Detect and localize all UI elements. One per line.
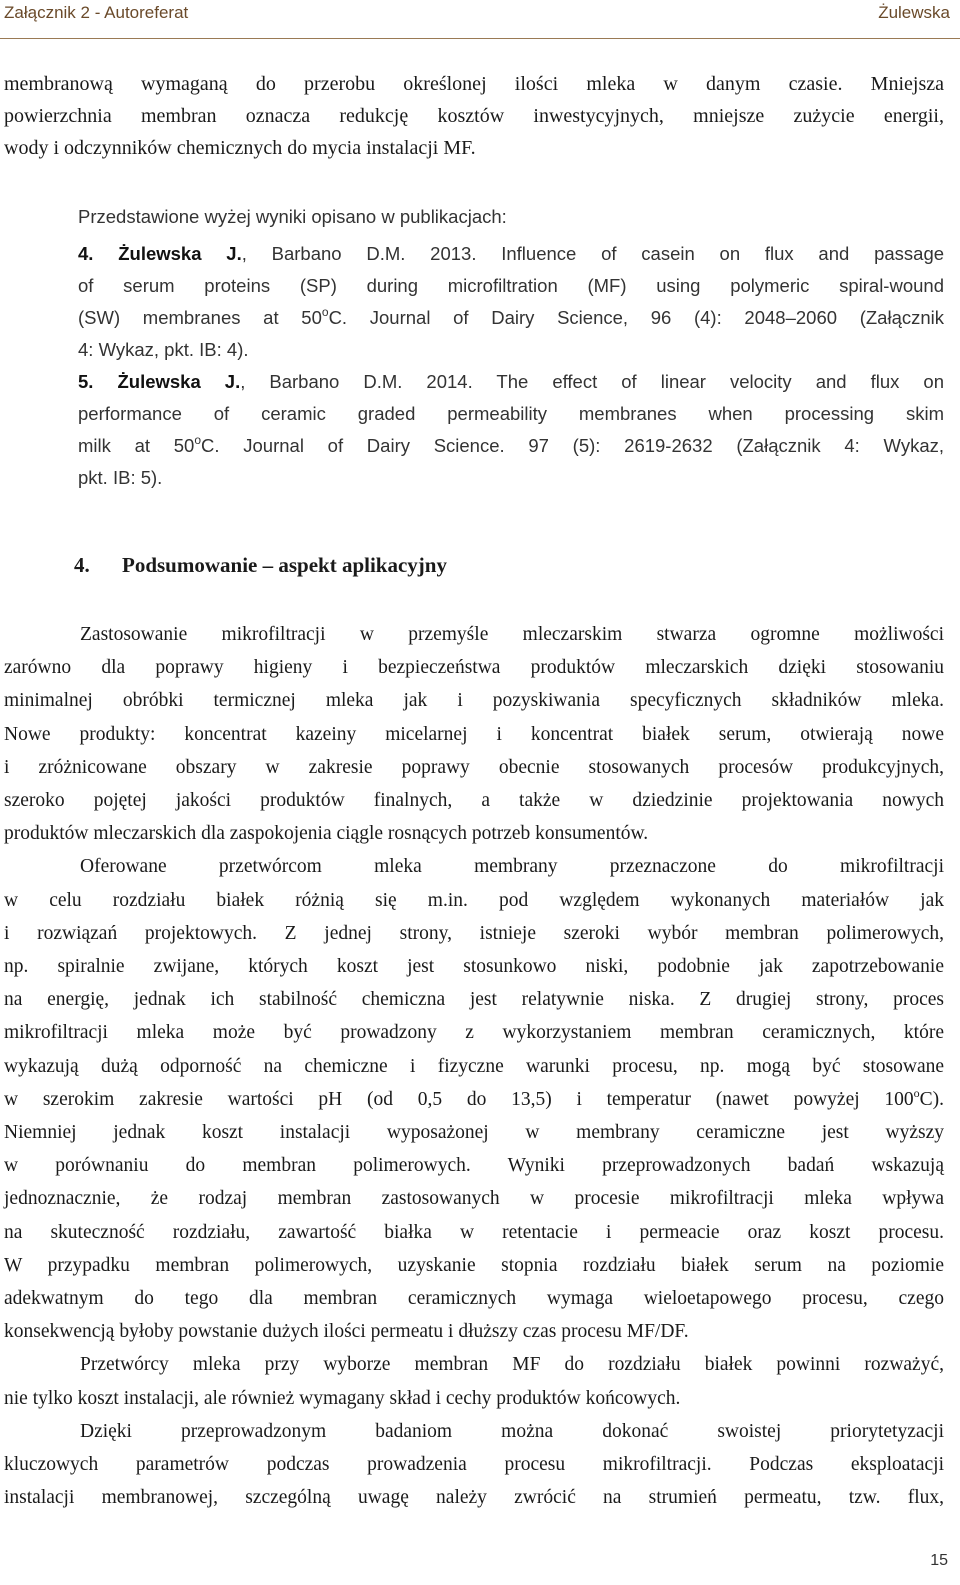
body-line	[4, 850, 944, 883]
body-line	[4, 1249, 944, 1282]
body-line	[4, 1315, 944, 1348]
degree-superscript: o	[321, 305, 329, 319]
body-line	[4, 884, 944, 917]
publication-text: C. Journal of Dairy Science, 96 (4): 2048–2060 (Załącznik	[328, 307, 945, 328]
body-line	[4, 1216, 944, 1249]
intro-line: wody i odczynników chemicznych do mycia instalacji MF.	[4, 137, 476, 159]
body-line-text: Przetwórcy mleka przy wyborze membran MF do rozdziału białek powinni rozważyć,	[80, 1354, 944, 1376]
body-line-text: np. spiralnie zwijane, których koszt jest stosunkowo niski, podobnie jak zapotrzebowanie	[4, 956, 944, 978]
publication-author: Żulewska J.	[118, 243, 242, 264]
body-line	[4, 1348, 944, 1381]
body-line	[4, 1016, 944, 1049]
publication-line: of serum proteins (SP) during microfiltration (MF) using polymeric spiral-wound	[78, 275, 944, 296]
body-line	[4, 1116, 944, 1149]
publication-line	[78, 366, 944, 398]
body-line-text: w celu rozdziału białek różnią się m.in. pod względem wykonanych materiałów jak	[4, 889, 944, 911]
body-line-text: instalacji membranowej, szczególną uwagę należy zwrócić na strumień permeatu, tzw. flux,	[4, 1487, 944, 1509]
body-line	[4, 1282, 944, 1315]
degree-superscript: o	[194, 433, 202, 447]
page-header	[0, 0, 960, 44]
body-line-text: kluczowych parametrów podczas prowadzenia procesu mikrofiltracji. Podczas eksploatacji	[4, 1454, 944, 1476]
publication-5	[78, 366, 944, 494]
publication-text: (SW) membranes at 50	[78, 307, 322, 328]
body-line-text: produktów mleczarskich dla zaspokojenia ciągle rosnących potrzeb konsumentów.	[4, 823, 649, 845]
publication-number: 5.	[78, 371, 94, 392]
publication-4	[78, 238, 944, 366]
body-line	[4, 784, 944, 817]
section-heading	[74, 553, 447, 578]
body-line-text: Dzięki przeprowadzonym badaniom można dokonać swoistej priorytetyzacji	[80, 1420, 944, 1442]
body-line-text: i zróżnicowane obszary w zakresie poprawy obecnie stosowanych procesów produkcyjnych,	[4, 756, 944, 778]
body-line-text: jednoznacznie, że rodzaj membran zastosowanych w procesie mikrofiltracji mleka wpływa	[4, 1188, 944, 1210]
body-line	[4, 1481, 944, 1514]
header-left-title: Załącznik 2 - Autoreferat	[4, 3, 189, 22]
publication-line	[78, 302, 944, 334]
body-line	[4, 1050, 944, 1083]
header-rule	[0, 38, 960, 39]
body-line	[4, 1448, 944, 1481]
body-line-text: W przypadku membran polimerowych, uzyskanie stopnia rozdziału białek serum na poziomie	[4, 1254, 944, 1276]
body-line	[4, 618, 944, 651]
body-line-text: w porównaniu do membran polimerowych. Wyniki przeprowadzonych badań wskazują	[4, 1155, 944, 1177]
body-line-text: na skuteczność rozdziału, zawartość białka w retentacie i permeacie oraz koszt procesu.	[4, 1221, 944, 1243]
body-line-text: Niemniej jednak koszt instalacji wyposażonej w membrany ceramiczne jest wyższy	[4, 1122, 944, 1144]
body-line-text: C).	[919, 1088, 944, 1110]
body-line-text: w szerokim zakresie wartości pH (od 0,5 do 13,5) i temperatur (nawet powyżej 100	[4, 1088, 914, 1110]
summary-body	[4, 618, 944, 1514]
body-line	[4, 1415, 944, 1448]
body-line-text: mikrofiltracji mleka może być prowadzony z wykorzystaniem membran ceramicznych, które	[4, 1022, 944, 1044]
section-number: 4.	[74, 553, 90, 577]
body-line-text: Nowe produkty: koncentrat kazeiny micelarnej i koncentrat białek serum, otwierają nowe	[4, 723, 944, 745]
body-line-text: i rozwiązań projektowych. Z jednej strony, istnieje szeroki wybór membran polimerowych,	[4, 922, 944, 944]
publication-text: , Barbano D.M. 2013. Influence of casein on flux and passage	[241, 243, 945, 264]
body-line-text: minimalnej obróbki termicznej mleka jak i pozyskiwania specyficznych składników mleka.	[4, 690, 944, 712]
body-line	[4, 651, 944, 684]
body-line	[4, 751, 944, 784]
body-line	[4, 950, 944, 983]
page-number: 15	[930, 1552, 948, 1569]
publication-line	[78, 430, 944, 462]
body-line-text: wykazują dużą odporność na chemiczne i fizyczne warunki procesu, np. mogą być stosowane	[4, 1055, 944, 1077]
publication-number: 4.	[78, 243, 94, 264]
body-line-text: na energię, jednak ich stabilność chemiczna jest relatywnie niska. Z drugiej strony, proces	[4, 989, 944, 1011]
body-line-text: konsekwencją byłoby powstanie dużych ilości permeatu i dłuższy czas procesu MF/DF.	[4, 1321, 689, 1343]
body-line-text: nie tylko koszt instalacji, ale również wymagany skład i cechy produktów końcowych.	[4, 1387, 681, 1409]
body-line-text: Oferowane przetwórcom mleka membrany przeznaczone do mikrofiltracji	[80, 856, 944, 878]
intro-line: powierzchnia membran oznacza redukcję kosztów inwestycyjnych, mniejsze zużycie energii,	[4, 105, 944, 127]
publication-text: C. Journal of Dairy Science. 97 (5): 2619-2632 (Załącznik 4: Wykaz,	[201, 435, 944, 456]
publication-text: milk at 50	[78, 435, 195, 456]
body-line	[4, 1182, 944, 1215]
publication-author: Żulewska J.	[117, 371, 241, 392]
body-line-text: szeroko pojętej jakości produktów finalnych, a także w dziedzinie projektowania nowych	[4, 790, 944, 812]
publication-text: , Barbano D.M. 2014. The effect of linear velocity and flux on	[240, 371, 944, 392]
intro-line: membranową wymaganą do przerobu określonej ilości mleka w danym czasie. Mniejsza	[4, 73, 944, 95]
body-line	[4, 917, 944, 950]
degree-superscript: o	[913, 1085, 920, 1100]
intro-paragraph	[4, 68, 944, 164]
body-line	[4, 817, 944, 850]
header-right-author: Żulewska	[878, 3, 950, 22]
body-line	[4, 1382, 944, 1415]
body-line	[4, 718, 944, 751]
body-line	[4, 983, 944, 1016]
publication-line: 4: Wykaz, pkt. IB: 4).	[78, 339, 249, 360]
publication-line: performance of ceramic graded permeability membranes when processing skim	[78, 403, 944, 424]
body-line	[4, 684, 944, 717]
body-line	[4, 1149, 944, 1182]
body-line-text: Zastosowanie mikrofiltracji w przemyśle mleczarskim stwarza ogromne możliwości	[80, 624, 944, 645]
publications-lead: Przedstawione wyżej wyniki opisano w publikacjach:	[78, 206, 507, 227]
body-line-text: zarówno dla poprawy higieny i bezpieczeństwa produktów mleczarskich dzięki stosowaniu	[4, 657, 944, 679]
body-line	[4, 1083, 944, 1116]
publication-line	[78, 238, 944, 270]
publication-line: pkt. IB: 5).	[78, 467, 163, 488]
section-title: Podsumowanie – aspekt aplikacyjny	[122, 553, 447, 577]
body-line-text: adekwatnym do tego dla membran ceramicznych wymaga wieloetapowego procesu, czego	[4, 1288, 944, 1310]
